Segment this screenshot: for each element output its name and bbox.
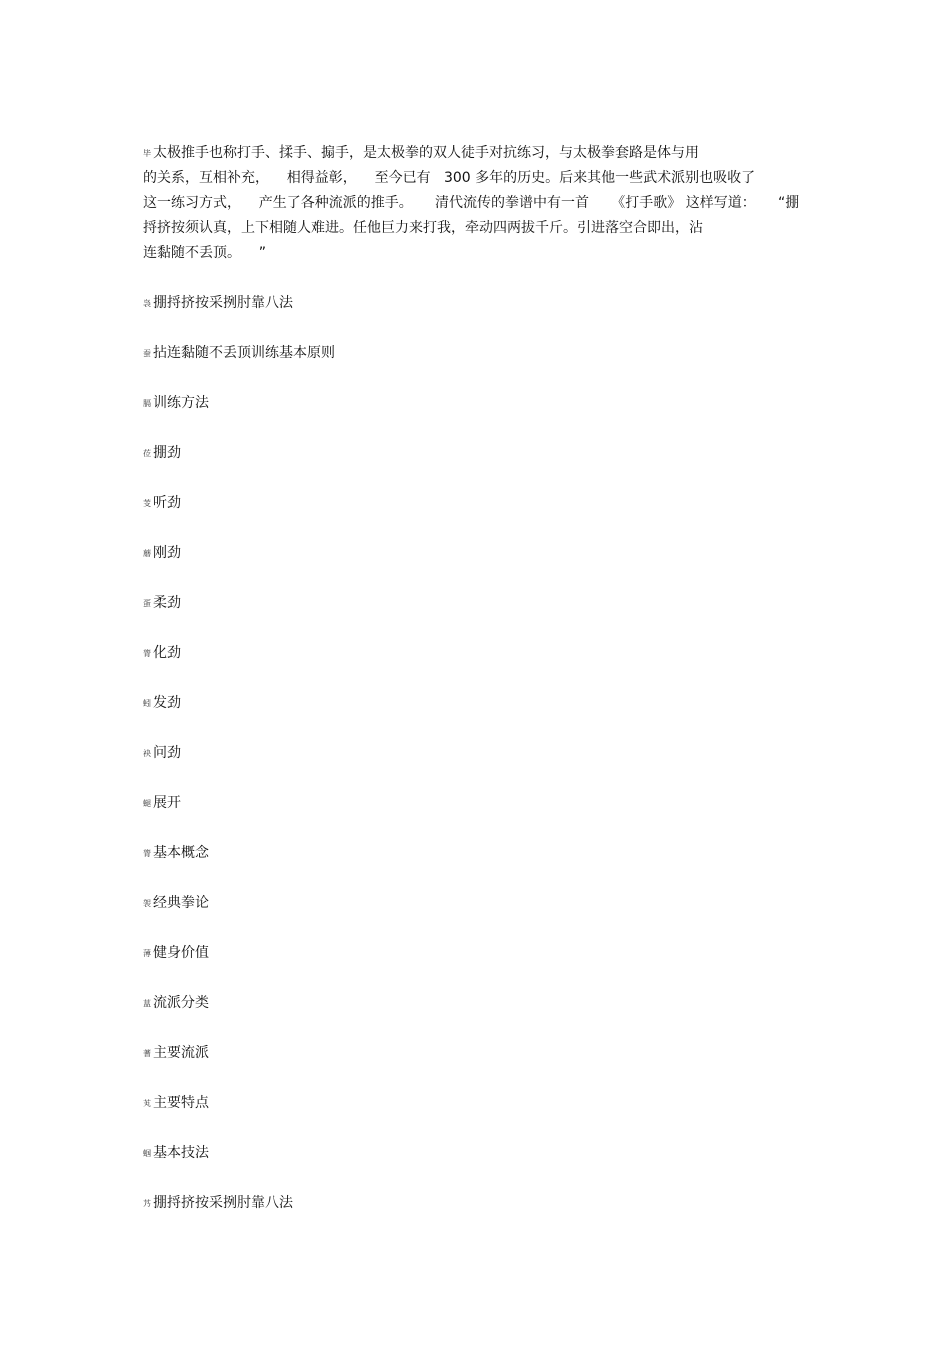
toc-item-text: 拈连黏随不丢顶训练基本原则 xyxy=(153,345,335,361)
toc-item[interactable] xyxy=(143,343,335,393)
item-marker: 莅 xyxy=(143,449,151,458)
paragraph-marker: 毕 xyxy=(143,149,151,158)
toc-item-text: 主要流派 xyxy=(153,1045,209,1061)
intro-line-text: 这一练习方式， 产生了各种流派的推手。 清代流传的拳谱中有一首 《打手歌》 这样写道： “掤 xyxy=(143,195,800,211)
toc-item[interactable] xyxy=(143,543,335,593)
intro-paragraph xyxy=(143,143,823,268)
toc-item-text: 健身价值 xyxy=(153,945,209,961)
toc-item-text: 基本概念 xyxy=(153,845,209,861)
intro-line-text: 捋挤按须认真，上下相随人难进。任他巨力来打我，牵动四两拔千斤。引进落空合即出，沾 xyxy=(143,220,703,236)
toc-item-text: 流派分类 xyxy=(153,995,209,1011)
item-marker: 艿 xyxy=(143,1199,151,1208)
toc-item[interactable] xyxy=(143,1043,335,1093)
toc-item[interactable] xyxy=(143,693,335,743)
toc-item[interactable] xyxy=(143,643,335,693)
item-marker: 螁 xyxy=(143,799,151,808)
toc-item[interactable] xyxy=(143,443,335,493)
intro-line xyxy=(143,218,823,243)
intro-line-text: 连黏随不丢顶。 ” xyxy=(143,245,267,261)
toc-item[interactable] xyxy=(143,493,335,543)
toc-item-text: 训练方法 xyxy=(153,395,209,411)
toc-item[interactable] xyxy=(143,1143,335,1193)
item-marker: 袈 xyxy=(143,899,151,908)
toc-item[interactable] xyxy=(143,893,335,943)
intro-line-text: 的关系，互相补充， 相得益彰， 至今已有 300 多年的历史。后来其他一些武术派别也吸收了 xyxy=(143,170,756,186)
intro-line xyxy=(143,168,823,193)
toc-item-text: 发劲 xyxy=(153,695,181,711)
toc-item[interactable] xyxy=(143,1093,335,1143)
item-marker: 膂 xyxy=(143,649,151,658)
toc-item-text: 刚劲 xyxy=(153,545,181,561)
toc-item[interactable] xyxy=(143,943,335,993)
toc-item-text: 化劲 xyxy=(153,645,181,661)
toc-item[interactable] xyxy=(143,1193,335,1243)
item-marker: 膈 xyxy=(143,399,151,408)
intro-line-text: 太极推手也称打手、揉手、搧手，是太极拳的双人徒手对抗练习，与太极拳套路是体与用 xyxy=(153,145,699,161)
intro-line xyxy=(143,243,823,268)
toc-item-text: 听劲 xyxy=(153,495,181,511)
toc-item-text: 问劲 xyxy=(153,745,181,761)
toc-item[interactable] xyxy=(143,593,335,643)
item-marker: 蚕 xyxy=(143,349,151,358)
intro-line xyxy=(143,193,823,218)
item-marker: 芄 xyxy=(143,1099,151,1108)
toc-item-text: 经典拳论 xyxy=(153,895,209,911)
item-marker: 蓍 xyxy=(143,1049,151,1058)
toc-item-text: 主要特点 xyxy=(153,1095,209,1111)
toc-item-text: 展开 xyxy=(153,795,181,811)
toc-item-text: 基本技法 xyxy=(153,1145,209,1161)
item-marker: 薄 xyxy=(143,949,151,958)
toc-item-text: 柔劲 xyxy=(153,595,181,611)
toc-item[interactable] xyxy=(143,393,335,443)
item-marker: 蒀 xyxy=(143,999,151,1008)
item-marker: 膂 xyxy=(143,849,151,858)
toc-item-text: 掤捋挤按采挒肘靠八法 xyxy=(153,1195,293,1211)
item-marker: 蛋 xyxy=(143,599,151,608)
toc-item-text: 掤捋挤按采挒肘靠八法 xyxy=(153,295,293,311)
table-of-contents xyxy=(143,293,335,1243)
item-marker: 蚓 xyxy=(143,699,151,708)
item-marker: 蘑 xyxy=(143,549,151,558)
item-marker: 袅 xyxy=(143,299,151,308)
toc-item[interactable] xyxy=(143,993,335,1043)
toc-item[interactable] xyxy=(143,743,335,793)
item-marker: 袂 xyxy=(143,749,151,758)
toc-item[interactable] xyxy=(143,843,335,893)
toc-item[interactable] xyxy=(143,293,335,343)
toc-item[interactable] xyxy=(143,793,335,843)
intro-line xyxy=(143,143,823,168)
item-marker: 芰 xyxy=(143,499,151,508)
item-marker: 蝈 xyxy=(143,1149,151,1158)
toc-item-text: 掤劲 xyxy=(153,445,181,461)
